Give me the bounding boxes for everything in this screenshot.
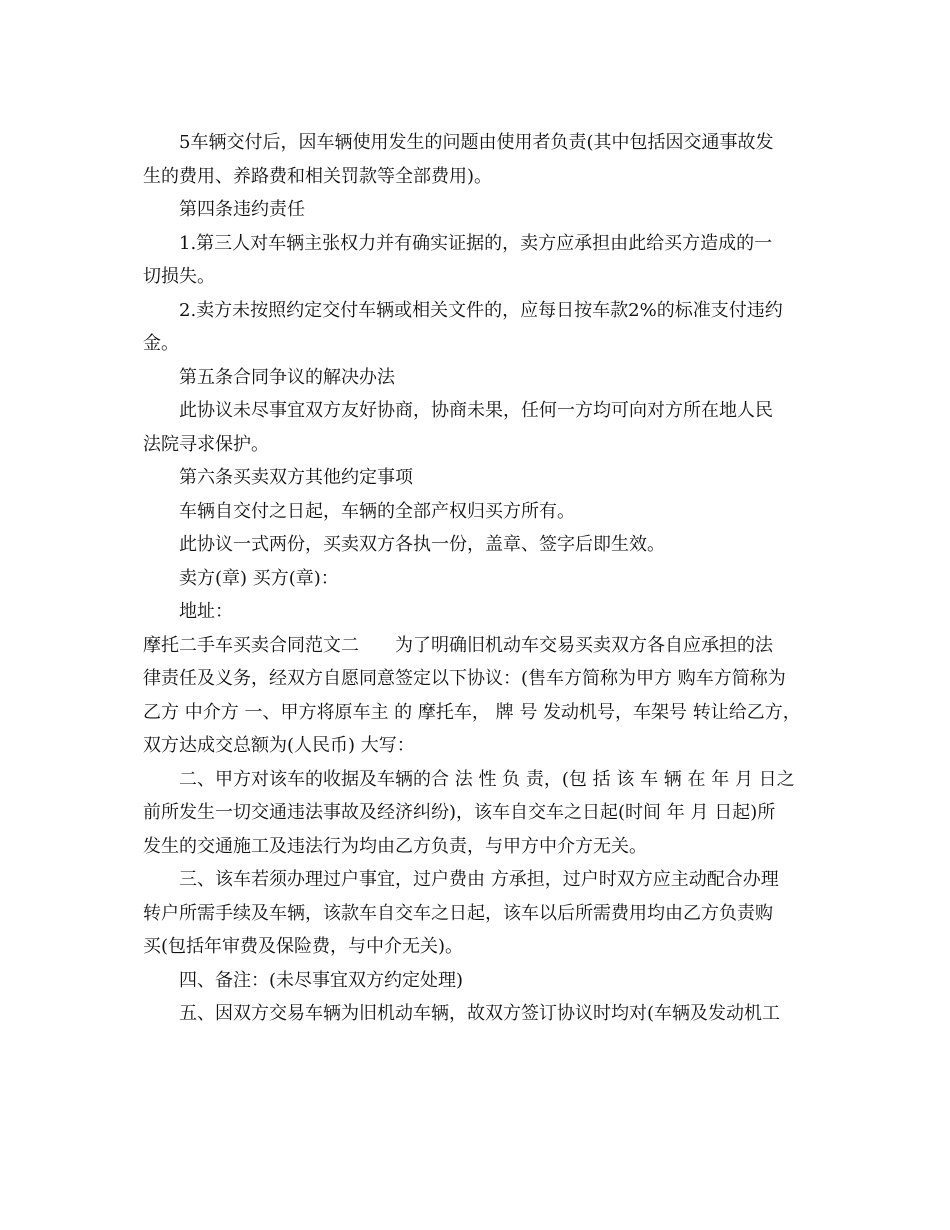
text-line: 四、备注：(未尽事宜双方约定处理): [179, 969, 464, 991]
text-line: 二、甲方对该车的收据及车辆的合 法 性 负 责，(包 括 该 车 辆 在 年 月 日之: [179, 768, 795, 790]
text-line: 发生的交通施工及违法行为均由乙方负责，与甲方中介方无关。: [143, 835, 647, 857]
text-line: 此协议未尽事宜双方友好协商，协商未果，任何一方均可向对方所在地人民: [179, 400, 773, 421]
text-line: 切损失。: [143, 266, 215, 287]
text-line: 第四条违约责任: [179, 199, 305, 220]
text-line: 卖方(章) 买方(章)：: [179, 567, 339, 589]
text-line: 此协议一式两份，买卖双方各执一份，盖章、签字后即生效。: [179, 534, 665, 555]
text-line: 金。: [143, 333, 179, 354]
text-line: 买(包括年审费及保险费，与中介无关)。: [143, 936, 464, 957]
text-line: 法院寻求保护。: [143, 433, 269, 455]
document-body: [143, 126, 811, 1031]
text-line: 2.卖方未按照约定交付车辆或相关文件的，应每日按车款2%的标准支付违约: [179, 299, 783, 321]
text-line: 1.第三人对车辆主张权力并有确实证据的，卖方应承担由此给买方造成的一: [179, 232, 773, 254]
text-line: 五、因双方交易车辆为旧机动车辆，故双方签订协议时均对(车辆及发动机工: [179, 1003, 781, 1024]
text-line: 乙方 中介方 一、甲方将原车主 的 摩托车， 牌 号 发动机号，车架号 转让给乙方，: [143, 701, 801, 723]
text-line: 第六条买卖双方其他约定事项: [179, 467, 413, 488]
text-line: 车辆自交付之日起，车辆的全部产权归买方所有。: [179, 500, 575, 522]
text-line: 律责任及义务，经双方自愿同意签定以下协议：(售车方简称为甲方 购车方简称为: [143, 668, 786, 689]
text-line: 5车辆交付后，因车辆使用发生的问题由使用者负责(其中包括因交通事故发: [179, 132, 774, 153]
text-line: 转户所需手续及车辆，该款车自交车之日起，该车以后所需费用均由乙方负责购: [143, 902, 773, 924]
text-line: 双方达成交总额为(人民币) 大写：: [143, 735, 415, 756]
text-line: 三、该车若须办理过户事宜，过户费由 方承担，过户时双方应主动配合办理: [179, 869, 779, 890]
text-line: 地址：: [179, 601, 233, 622]
text-line: 第五条合同争议的解决办法: [179, 366, 395, 388]
text-line: 摩托二手车买卖合同范文二 为了明确旧机动车交易买卖双方各自应承担的法: [143, 634, 773, 656]
text-line: 生的费用、养路费和相关罚款等全部费用)。: [143, 165, 493, 187]
text-line: 前所发生一切交通违法事故及经济纠纷)，该车自交车之日起(时间 年 月 日起)所: [143, 802, 776, 823]
